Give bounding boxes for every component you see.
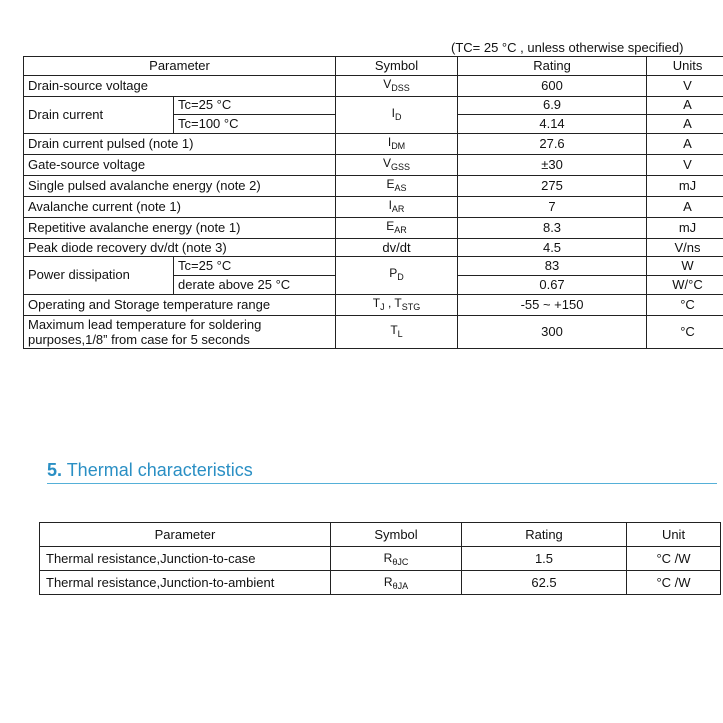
condition-cell: Tc=25 °C	[174, 257, 336, 276]
condition-cell: derate above 25 °C	[174, 275, 336, 294]
absolute-maximum-ratings-table	[23, 56, 723, 349]
symbol-cell: $E_{AS}$	[336, 175, 458, 196]
section-heading-thermal	[47, 460, 717, 484]
symbol-cell: $I_{DM}$	[336, 133, 458, 154]
rating-cell: 62.5	[462, 571, 627, 595]
table-row	[40, 547, 721, 571]
symbol-cell: $R_{\theta JA}$	[331, 571, 462, 595]
param-cell: Power dissipation	[24, 257, 174, 294]
header-symbol: Symbol	[336, 57, 458, 76]
rating-cell: 27.6	[458, 133, 647, 154]
header-symbol: Symbol	[331, 523, 462, 547]
header-parameter: Parameter	[40, 523, 331, 547]
header-unit: Unit	[627, 523, 721, 547]
condition-cell: Tc=100 °C	[174, 115, 336, 134]
unit-cell: W/°C	[647, 275, 723, 294]
param-cell: Thermal resistance,Junction-to-case	[40, 547, 331, 571]
unit-cell: W	[647, 257, 723, 276]
rating-cell: 83	[458, 257, 647, 276]
unit-cell: mJ	[647, 175, 723, 196]
rating-cell: 600	[458, 75, 647, 96]
rating-cell: 1.5	[462, 547, 627, 571]
unit-cell: °C	[647, 294, 723, 315]
param-cell: Peak diode recovery dv/dt (note 3)	[24, 238, 336, 257]
unit-cell: °C	[647, 315, 723, 348]
rating-cell: ±30	[458, 154, 647, 175]
table-row	[24, 315, 723, 348]
unit-cell: A	[647, 133, 723, 154]
condition-note: (TC= 25 °C , unless otherwise specified)	[451, 40, 684, 55]
header-rating: Rating	[462, 523, 627, 547]
table-header-row	[40, 523, 721, 547]
table-row	[24, 175, 723, 196]
symbol-cell: $R_{\theta JC}$	[331, 547, 462, 571]
symbol-cell: dv/dt	[336, 238, 458, 257]
symbol-cell: $T_J$ , $T_{STG}$	[336, 294, 458, 315]
table-row	[24, 257, 723, 276]
header-parameter: Parameter	[24, 57, 336, 76]
header-units: Units	[647, 57, 723, 76]
symbol-cell: $I_{AR}$	[336, 196, 458, 217]
unit-cell: A	[647, 96, 723, 115]
param-cell: Repetitive avalanche energy (note 1)	[24, 217, 336, 238]
symbol-cell: $I_D$	[336, 96, 458, 133]
param-cell: Operating and Storage temperature range	[24, 294, 336, 315]
param-cell: Drain current	[24, 96, 174, 133]
section-number: 5.	[47, 460, 63, 480]
unit-cell: V	[647, 75, 723, 96]
param-cell: Thermal resistance,Junction-to-ambient	[40, 571, 331, 595]
unit-cell: A	[647, 196, 723, 217]
symbol-cell: $E_{AR}$	[336, 217, 458, 238]
rating-cell: 0.67	[458, 275, 647, 294]
unit-cell: °C /W	[627, 547, 721, 571]
unit-cell: mJ	[647, 217, 723, 238]
rating-cell: 275	[458, 175, 647, 196]
table-row	[24, 196, 723, 217]
unit-cell: A	[647, 115, 723, 134]
param-cell: Drain-source voltage	[24, 75, 336, 96]
param-cell: Gate-source voltage	[24, 154, 336, 175]
section-title: Thermal characteristics	[62, 460, 253, 480]
table-row	[24, 238, 723, 257]
unit-cell: V	[647, 154, 723, 175]
symbol-cell: $T_L$	[336, 315, 458, 348]
param-cell: Single pulsed avalanche energy (note 2)	[24, 175, 336, 196]
table-row	[24, 75, 723, 96]
symbol-cell: $V_{DSS}$	[336, 75, 458, 96]
param-cell: Maximum lead temperature for soldering purposes,1/8” from case for 5 seconds	[24, 315, 336, 348]
table-row	[24, 133, 723, 154]
unit-cell: V/ns	[647, 238, 723, 257]
table-row	[24, 294, 723, 315]
header-rating: Rating	[458, 57, 647, 76]
rating-cell: -55 ~ +150	[458, 294, 647, 315]
table-row	[24, 154, 723, 175]
rating-cell: 4.5	[458, 238, 647, 257]
thermal-characteristics-table	[39, 522, 721, 595]
rating-cell: 8.3	[458, 217, 647, 238]
param-cell: Drain current pulsed (note 1)	[24, 133, 336, 154]
param-cell: Avalanche current (note 1)	[24, 196, 336, 217]
rating-cell: 6.9	[458, 96, 647, 115]
table-row	[40, 571, 721, 595]
table-row	[24, 96, 723, 115]
symbol-cell: $P_D$	[336, 257, 458, 294]
symbol-cell: $V_{GSS}$	[336, 154, 458, 175]
table-header-row	[24, 57, 723, 76]
rating-cell: 4.14	[458, 115, 647, 134]
unit-cell: °C /W	[627, 571, 721, 595]
rating-cell: 7	[458, 196, 647, 217]
table-row	[24, 217, 723, 238]
condition-cell: Tc=25 °C	[174, 96, 336, 115]
rating-cell: 300	[458, 315, 647, 348]
